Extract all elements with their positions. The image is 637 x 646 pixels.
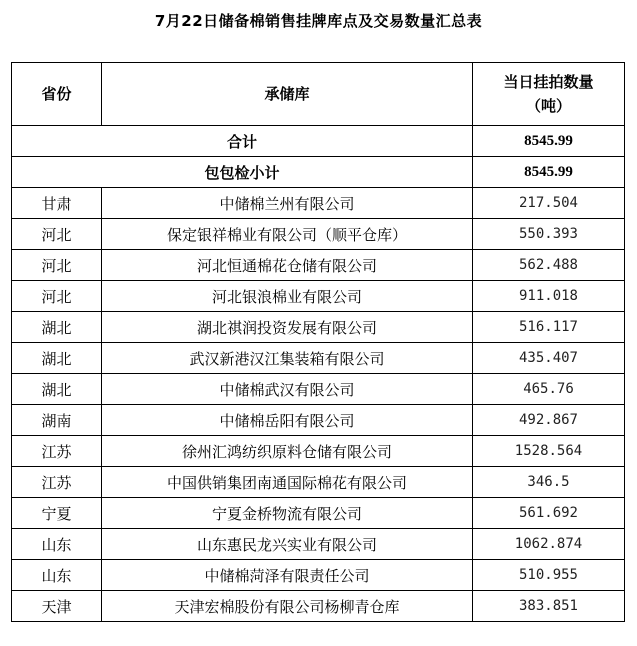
row-warehouse: 宁夏金桥物流有限公司	[102, 498, 473, 529]
row-province: 江苏	[12, 436, 102, 467]
row-province: 江苏	[12, 467, 102, 498]
row-warehouse: 中储棉兰州有限公司	[102, 188, 473, 219]
row-quantity: 383.851	[473, 591, 625, 622]
total-row	[12, 126, 625, 157]
header-quantity-line1: 当日挂拍数量	[503, 73, 594, 91]
header-quantity	[473, 63, 625, 126]
table-row	[12, 188, 625, 219]
header-province: 省份	[12, 63, 102, 126]
row-warehouse: 中国供销集团南通国际棉花有限公司	[102, 467, 473, 498]
row-warehouse: 保定银祥棉业有限公司（顺平仓库）	[102, 219, 473, 250]
table-row	[12, 281, 625, 312]
header-warehouse: 承储库	[102, 63, 473, 126]
subtotal-label: 包包检小计	[12, 157, 473, 188]
row-province: 山东	[12, 560, 102, 591]
row-province: 湖北	[12, 343, 102, 374]
row-province: 甘肃	[12, 188, 102, 219]
row-warehouse: 山东惠民龙兴实业有限公司	[102, 529, 473, 560]
table-row	[12, 312, 625, 343]
total-value: 8545.99	[473, 126, 625, 157]
row-province: 河北	[12, 281, 102, 312]
table-row	[12, 467, 625, 498]
table-row	[12, 250, 625, 281]
table-row	[12, 219, 625, 250]
row-quantity: 562.488	[473, 250, 625, 281]
table-row	[12, 591, 625, 622]
row-province: 湖北	[12, 312, 102, 343]
row-warehouse: 中储棉菏泽有限责任公司	[102, 560, 473, 591]
row-quantity: 510.955	[473, 560, 625, 591]
table-row	[12, 405, 625, 436]
row-quantity: 550.393	[473, 219, 625, 250]
row-province: 河北	[12, 250, 102, 281]
subtotal-value: 8545.99	[473, 157, 625, 188]
total-label: 合计	[12, 126, 473, 157]
row-quantity: 346.5	[473, 467, 625, 498]
row-warehouse: 徐州汇鸿纺织原料仓储有限公司	[102, 436, 473, 467]
row-warehouse: 河北恒通棉花仓储有限公司	[102, 250, 473, 281]
row-warehouse: 武汉新港汉江集装箱有限公司	[102, 343, 473, 374]
row-province: 湖北	[12, 374, 102, 405]
row-quantity: 911.018	[473, 281, 625, 312]
subtotal-row	[12, 157, 625, 188]
table-row	[12, 374, 625, 405]
table-header-row	[12, 63, 625, 126]
row-province: 山东	[12, 529, 102, 560]
summary-table	[11, 62, 625, 622]
row-quantity: 465.76	[473, 374, 625, 405]
row-quantity: 561.692	[473, 498, 625, 529]
row-warehouse: 中储棉武汉有限公司	[102, 374, 473, 405]
row-province: 天津	[12, 591, 102, 622]
table-row	[12, 436, 625, 467]
table-row	[12, 343, 625, 374]
row-province: 宁夏	[12, 498, 102, 529]
table-body	[12, 63, 625, 622]
row-warehouse: 天津宏棉股份有限公司杨柳青仓库	[102, 591, 473, 622]
row-province: 河北	[12, 219, 102, 250]
row-warehouse: 中储棉岳阳有限公司	[102, 405, 473, 436]
row-quantity: 516.117	[473, 312, 625, 343]
row-quantity: 435.407	[473, 343, 625, 374]
header-quantity-line2: （吨）	[525, 97, 571, 115]
table-row	[12, 529, 625, 560]
table-row	[12, 498, 625, 529]
row-quantity: 217.504	[473, 188, 625, 219]
document-title: 7月22日储备棉销售挂牌库点及交易数量汇总表	[154, 12, 483, 30]
table-row	[12, 560, 625, 591]
row-quantity: 492.867	[473, 405, 625, 436]
row-warehouse: 湖北祺润投资发展有限公司	[102, 312, 473, 343]
row-warehouse: 河北银浪棉业有限公司	[102, 281, 473, 312]
row-quantity: 1062.874	[473, 529, 625, 560]
row-province: 湖南	[12, 405, 102, 436]
row-quantity: 1528.564	[473, 436, 625, 467]
